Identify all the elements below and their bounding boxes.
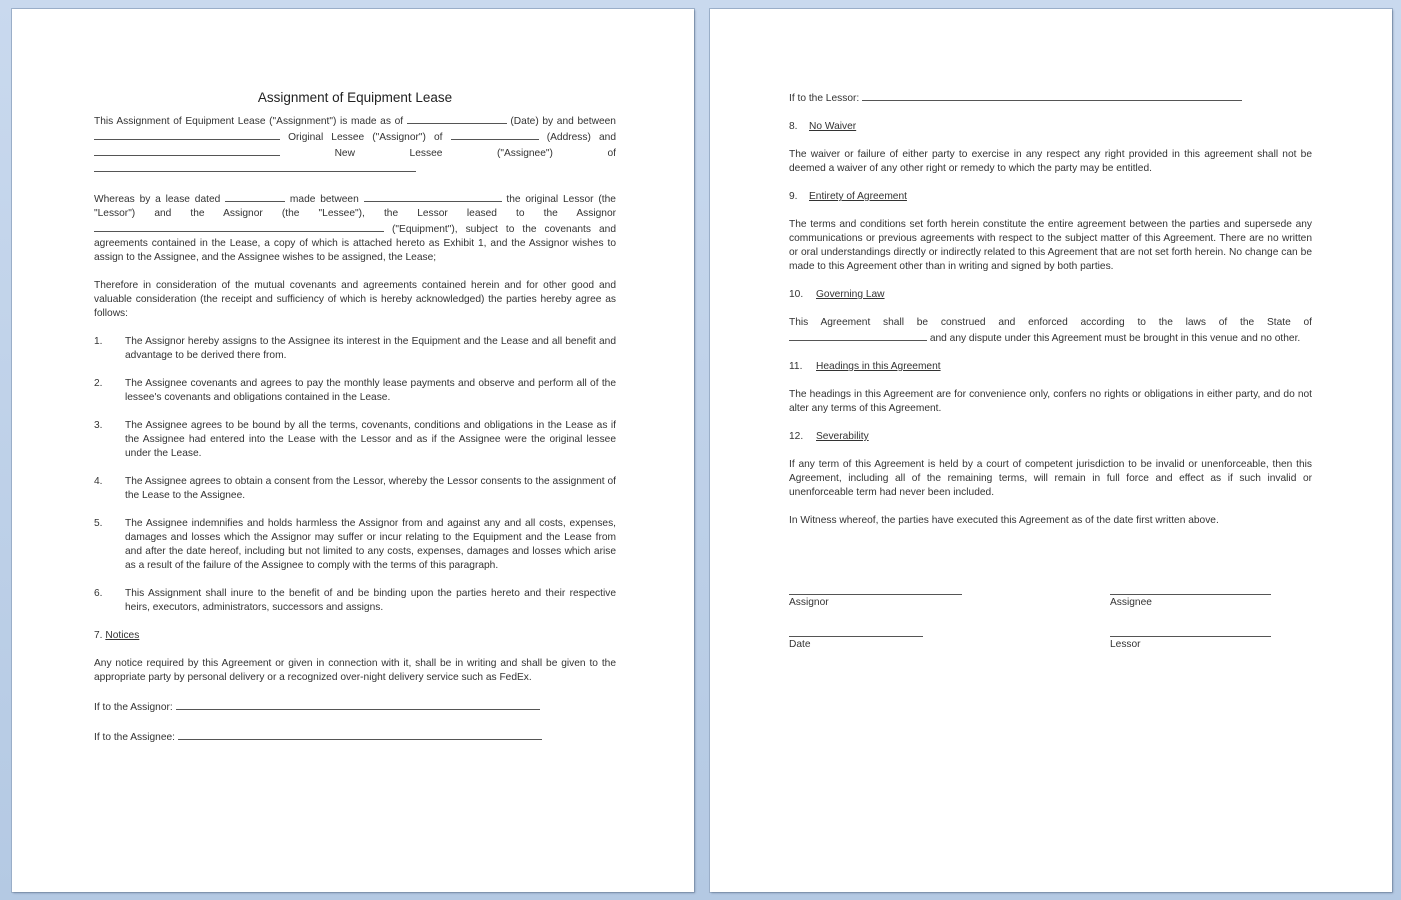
clause-3 — [94, 419, 616, 461]
intro-text-6: New — [334, 148, 355, 159]
clause-4 — [94, 475, 616, 503]
section-number: 12. — [789, 431, 804, 442]
governing-text-2: and any dispute under this Agreement must be brought in this venue and no other. — [929, 333, 1301, 344]
witness-paragraph: In Witness whereof, the parties have executed this Agreement as of the date first written above. — [789, 515, 1219, 526]
notice-lessor-label: If to the Lessor: — [789, 93, 860, 104]
clause-number: 5. — [94, 518, 103, 529]
intro-text-3: by and between — [542, 116, 616, 127]
whereas-text-1: Whereas by a lease dated — [94, 194, 221, 205]
date-signature-label: Date — [789, 639, 811, 650]
section-heading: Severability — [816, 431, 869, 442]
lessor-name-blank[interactable] — [364, 191, 502, 202]
notice-assignor-label: If to the Assignor: — [94, 702, 173, 713]
clause-6 — [94, 587, 616, 615]
equipment-blank[interactable] — [94, 221, 384, 232]
state-blank[interactable] — [789, 330, 927, 341]
clause-text: This Assignment shall inure to the benefit of and be binding upon the parties hereto and their respective heirs, executors, administrators, successors and assigns. — [125, 588, 616, 613]
whereas-text-4: ("Equipment"), subject to the covenants and agreements contained in the Lease, a copy of which is attached hereto as Exhibit 1, and the Assignor wishes to assign to the Assignee, and the Assignee wishes to be assigned, the Lease; — [94, 224, 616, 263]
whereas-paragraph — [94, 191, 616, 265]
assignee-notice-address-blank[interactable] — [178, 729, 542, 740]
date-signature-block[interactable] — [789, 636, 923, 650]
section-9-text: The terms and conditions set forth herein constitute the entire agreement between the parties and supersede any communications or previous agreements with respect to the subject matter of this Agreement. There are no written or oral understandings directly or indirectly related to this Agreement that are not set forth herein. No change can be made to this Agreement other than in writing and signed by both parties. — [789, 219, 1312, 272]
assignor-signature-block[interactable] — [789, 594, 962, 608]
lessor-signature-label: Lessor — [1110, 639, 1141, 650]
section-11-text: The headings in this Agreement are for convenience only, confers no rights or obligations in either party, and do not alter any terms of this Agreement. — [789, 389, 1312, 414]
intro-text-2: (Date) — [510, 116, 539, 127]
notice-assignor-line — [94, 699, 616, 715]
notice-assignee-line — [94, 729, 616, 745]
signature-line — [1110, 636, 1271, 637]
clause-1 — [94, 335, 616, 363]
page-1-content — [94, 9, 616, 745]
assignor-signature-label: Assignor — [789, 597, 829, 608]
section-heading: Governing Law — [816, 289, 885, 300]
clause-text: The Assignor hereby assigns to the Assignee its interest in the Equipment and the Lease and all benefit and advantage to be derived there from. — [125, 336, 616, 361]
therefore-paragraph: Therefore in consideration of the mutual covenants and agreements contained herein and for other good and valuable consideration (the receipt and sufficiency of which is hereby acknowledged) the parties hereby agree as follows: — [94, 280, 616, 319]
section-number: 11. — [789, 361, 803, 372]
assignor-notice-address-blank[interactable] — [176, 699, 540, 710]
document-page-2 — [710, 9, 1392, 892]
assignee-name-blank[interactable] — [94, 145, 280, 156]
assignee-signature-block[interactable] — [1110, 594, 1271, 608]
clause-text: The Assignee agrees to obtain a consent from the Lessor, whereby the Lessor consents to the assignment of the Lease to the Assignee. — [125, 476, 616, 501]
date-blank[interactable] — [407, 113, 507, 124]
clause-number: 4. — [94, 476, 103, 487]
lease-date-blank[interactable] — [225, 191, 285, 202]
intro-text-1: This Assignment of Equipment Lease ("Assignment") is made as of — [94, 116, 404, 127]
section-8-heading — [789, 120, 1312, 134]
clause-text: The Assignee covenants and agrees to pay the monthly lease payments and observe and perform all of the lessee's covenants and obligations contained in the Lease. — [125, 378, 616, 403]
section-8-text: The waiver or failure of either party to exercise in any respect any right provided in this agreement shall not be deemed a waiver of any other right or remedy to which the party may be entitled. — [789, 149, 1312, 174]
assignee-signature-label: Assignee — [1110, 597, 1152, 608]
section-10-heading — [789, 288, 1312, 302]
assignor-name-blank[interactable] — [94, 129, 280, 140]
signature-line — [789, 636, 923, 637]
signature-line — [789, 594, 962, 595]
whereas-text-2: made between — [289, 194, 359, 205]
intro-text-7: Lessee ("Assignee") of — [409, 148, 616, 159]
clause-2 — [94, 377, 616, 405]
section-heading: Headings in this Agreement — [816, 361, 941, 372]
section-number: 9. — [789, 191, 798, 202]
notice-lessor-line — [789, 90, 1312, 106]
assignor-address-blank[interactable] — [451, 129, 539, 140]
intro-paragraph — [94, 113, 616, 177]
notices-heading: Notices — [105, 630, 140, 641]
intro-text-5: (Address) and — [546, 132, 616, 143]
clause-5 — [94, 517, 616, 573]
clause-number: 3. — [94, 420, 103, 431]
clause-number: 1. — [94, 336, 103, 347]
page-2-content — [789, 9, 1312, 528]
section-heading: No Waiver — [809, 121, 857, 132]
notices-heading-line — [94, 629, 616, 643]
section-10-text — [789, 316, 1312, 346]
notices-number: 7. — [94, 630, 103, 641]
notices-paragraph: Any notice required by this Agreement or given in connection with it, shall be in writing and shall be given to the appropriate party by personal delivery or a recognized over-night delivery service such as FedEx. — [94, 658, 616, 683]
section-9-heading — [789, 190, 1312, 204]
governing-text-1: This Agreement shall be construed and enforced according to the laws of the State of — [789, 317, 1312, 328]
signature-line — [1110, 594, 1271, 595]
intro-text-4: Original Lessee ("Assignor") of — [288, 132, 443, 143]
document-title: Assignment of Equipment Lease — [257, 90, 453, 105]
assignee-address-blank[interactable] — [94, 161, 416, 172]
lessor-signature-block[interactable] — [1110, 636, 1271, 650]
whereas-text-3: the original Lessor (the "Lessor") and the Assignor (the "Lessee"), the Lessor leased to the Assignor — [94, 194, 616, 219]
section-number: 8. — [789, 121, 798, 132]
section-number: 10. — [789, 289, 804, 300]
section-12-heading — [789, 430, 1312, 444]
clause-number: 2. — [94, 378, 103, 389]
document-page-1 — [12, 9, 694, 892]
lessor-notice-address-blank[interactable] — [862, 90, 1242, 101]
section-11-heading — [789, 360, 1312, 374]
section-12-text: If any term of this Agreement is held by a court of competent jurisdiction to be invalid or unenforceable, then this Agreement, including all of the remaining terms, will remain in full force and effect as if such invalid or unenforceable term had never been included. — [789, 459, 1312, 498]
section-heading: Entirety of Agreement — [809, 191, 907, 202]
clause-text: The Assignee indemnifies and holds harmless the Assignor from and against any and all costs, expenses, damages and losses which the Assignor may suffer or incur relating to the Equipment and the Lease from and after the date hereof, including but not limited to any costs, expenses, damages and losses which arise as a result of the failure of the Assignee to comply with the terms of this paragraph. — [125, 518, 616, 571]
clause-number: 6. — [94, 588, 103, 599]
clause-text: The Assignee agrees to be bound by all the terms, covenants, conditions and obligations in the Lease as if the Assignee had entered into the Lease with the Lessor and as if the Assignee were the original lessee under the Lease. — [125, 420, 616, 459]
notice-assignee-label: If to the Assignee: — [94, 732, 175, 743]
